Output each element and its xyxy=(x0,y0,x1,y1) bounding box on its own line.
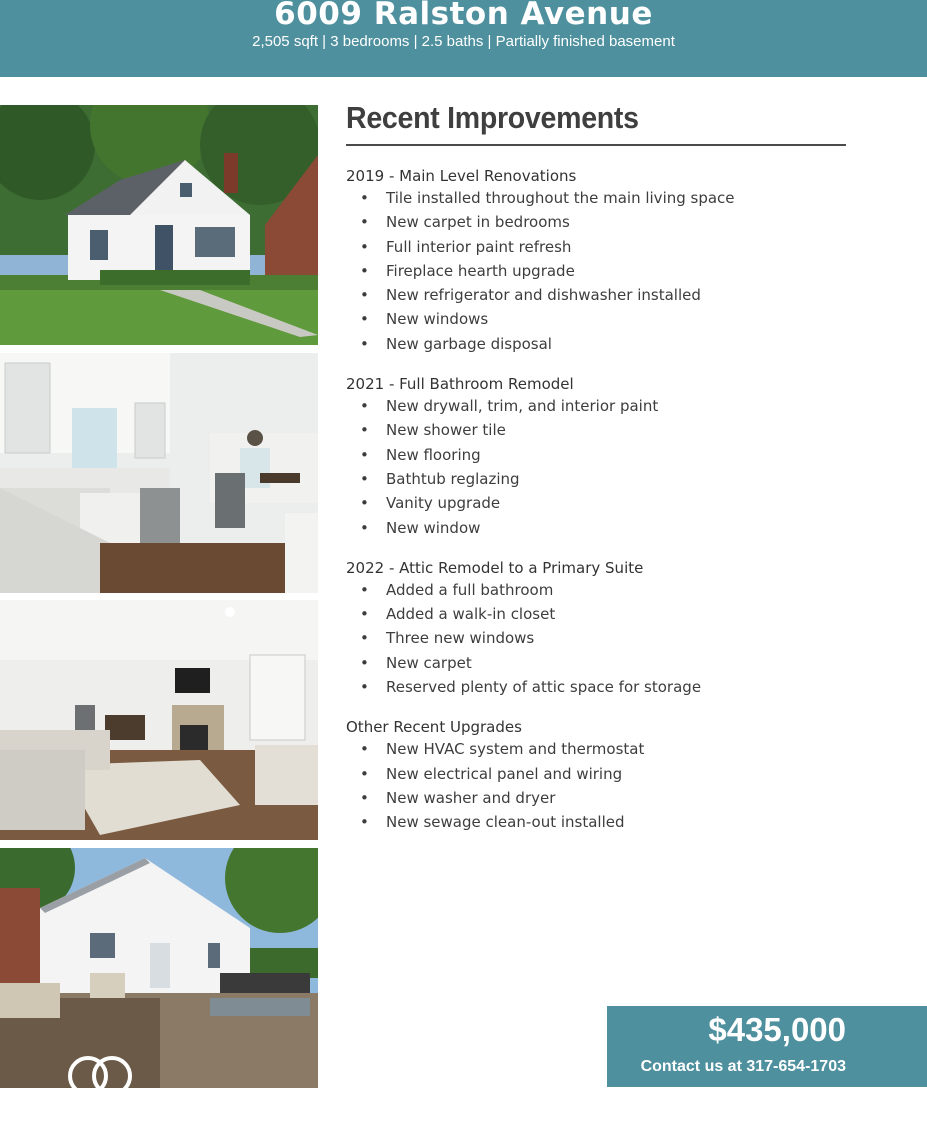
list-item: • New flooring xyxy=(346,443,846,467)
list-item: • Three new windows xyxy=(346,626,846,650)
list-item: • New garbage disposal xyxy=(346,332,846,356)
list-item: • New drywall, trim, and interior paint xyxy=(346,394,846,418)
list-item: • New refrigerator and dishwasher installed xyxy=(346,283,846,307)
kitchen-photo xyxy=(0,353,318,593)
improvement-section xyxy=(346,374,846,540)
title-divider xyxy=(346,144,846,146)
improvement-list xyxy=(346,186,846,356)
improvement-list xyxy=(346,578,846,699)
list-item: • New HVAC system and thermostat xyxy=(346,737,846,761)
list-item: • New carpet xyxy=(346,651,846,675)
list-item: • New window xyxy=(346,516,846,540)
improvement-section xyxy=(346,166,846,356)
list-item: • Full interior paint refresh xyxy=(346,235,846,259)
list-item: • Reserved plenty of attic space for storage xyxy=(346,675,846,699)
list-item: • Added a walk-in closet xyxy=(346,602,846,626)
improvement-list xyxy=(346,737,846,834)
improvements-title: Recent Improvements xyxy=(346,100,639,135)
price-box xyxy=(607,1006,927,1087)
property-details: 2,505 sqft | 3 bedrooms | 2.5 baths | Partially finished basement xyxy=(252,33,675,50)
section-heading: 2022 - Attic Remodel to a Primary Suite xyxy=(346,558,644,577)
list-item: • Added a full bathroom xyxy=(346,578,846,602)
list-item: • New shower tile xyxy=(346,418,846,442)
property-address: 6009 Ralston Avenue xyxy=(274,0,653,32)
header-banner xyxy=(0,0,927,77)
backyard-patio-photo xyxy=(0,848,318,1088)
section-heading: 2021 - Full Bathroom Remodel xyxy=(346,375,574,394)
list-item: • New carpet in bedrooms xyxy=(346,210,846,234)
list-item: • Fireplace hearth upgrade xyxy=(346,259,846,283)
list-item: • New electrical panel and wiring xyxy=(346,762,846,786)
contact-phone: Contact us at 317-654-1703 xyxy=(640,1058,846,1075)
price: $435,000 xyxy=(708,1011,846,1048)
improvement-list xyxy=(346,394,846,540)
list-item: • New washer and dryer xyxy=(346,786,846,810)
list-item: • Bathtub reglazing xyxy=(346,467,846,491)
list-item: • Vanity upgrade xyxy=(346,491,846,515)
section-heading: 2019 - Main Level Renovations xyxy=(346,167,577,185)
house-exterior-front-photo xyxy=(0,105,318,345)
improvement-section xyxy=(346,717,846,834)
improvements-panel xyxy=(346,100,846,835)
list-item: • Tile installed throughout the main living space xyxy=(346,186,846,210)
improvement-section xyxy=(346,558,846,699)
living-room-photo xyxy=(0,600,318,840)
section-heading: Other Recent Upgrades xyxy=(346,718,522,737)
list-item: • New sewage clean-out installed xyxy=(346,810,846,834)
list-item: • New windows xyxy=(346,307,846,331)
